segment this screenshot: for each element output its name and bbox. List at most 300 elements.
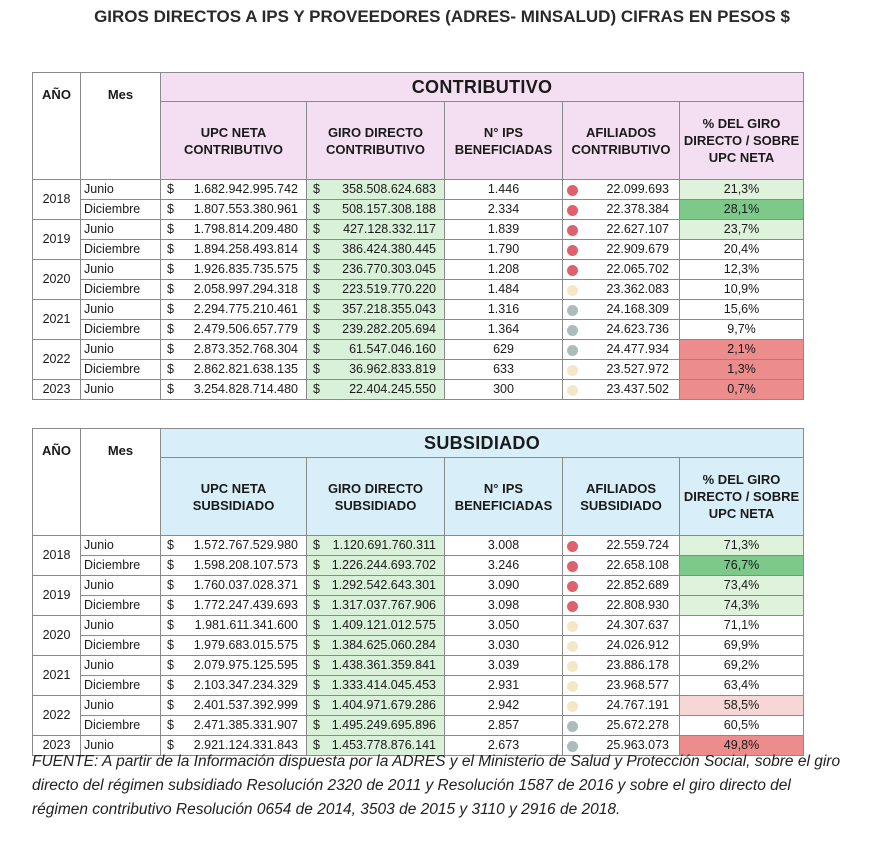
giro-value: 1.495.249.695.896 <box>331 718 436 732</box>
ips-cell: 2.334 <box>445 200 563 220</box>
percent-cell: 21,3% <box>680 180 804 200</box>
giro-value: 386.424.380.445 <box>342 242 436 256</box>
giro-value: 427.128.332.117 <box>343 222 436 236</box>
table-row <box>33 200 804 220</box>
giro-value: 1.404.971.679.286 <box>331 698 436 712</box>
giro-cell <box>307 696 445 716</box>
upc-cell <box>161 696 307 716</box>
percent-cell: 73,4% <box>680 576 804 596</box>
currency-symbol: $ <box>313 202 320 216</box>
giro-value: 223.519.770.220 <box>342 282 436 296</box>
ips-cell: 629 <box>445 340 563 360</box>
upc-cell <box>161 676 307 696</box>
ips-cell: 2.931 <box>445 676 563 696</box>
ips-cell: 2.857 <box>445 716 563 736</box>
red-indicator-icon <box>567 245 578 256</box>
afiliados-value: 25.963.073 <box>606 738 669 752</box>
currency-symbol: $ <box>313 342 320 356</box>
upc-value: 2.103.347.234.329 <box>193 678 298 692</box>
upc-value: 2.401.537.392.999 <box>193 698 298 712</box>
afiliados-cell <box>563 676 680 696</box>
month-cell: Junio <box>81 340 161 360</box>
giro-value: 36.962.833.819 <box>349 362 436 376</box>
upc-cell <box>161 280 307 300</box>
giro-value: 357.218.355.043 <box>342 302 436 316</box>
red-indicator-icon <box>567 265 578 276</box>
afiliados-value: 22.852.689 <box>606 578 669 592</box>
ips-cell: 3.098 <box>445 596 563 616</box>
percent-cell: 74,3% <box>680 596 804 616</box>
giro-cell <box>307 576 445 596</box>
afiliados-value: 22.065.702 <box>606 262 669 276</box>
afiliados-cell <box>563 240 680 260</box>
percent-cell: 69,9% <box>680 636 804 656</box>
gray-indicator-icon <box>567 345 578 356</box>
currency-symbol: $ <box>167 242 174 256</box>
upc-cell <box>161 360 307 380</box>
month-cell: Junio <box>81 300 161 320</box>
percent-cell: 63,4% <box>680 676 804 696</box>
afiliados-cell <box>563 360 680 380</box>
table-row <box>33 240 804 260</box>
afiliados-value: 24.168.309 <box>606 302 669 316</box>
month-header: Mes <box>81 73 161 180</box>
month-cell: Diciembre <box>81 636 161 656</box>
currency-symbol: $ <box>167 302 174 316</box>
percent-cell: 69,2% <box>680 656 804 676</box>
afiliados-cell <box>563 300 680 320</box>
afiliados-cell <box>563 656 680 676</box>
upc-value: 2.862.821.638.135 <box>193 362 298 376</box>
percent-cell: 23,7% <box>680 220 804 240</box>
currency-symbol: $ <box>167 578 174 592</box>
upc-value: 1.572.767.529.980 <box>193 538 298 552</box>
currency-symbol: $ <box>167 222 174 236</box>
month-cell: Junio <box>81 576 161 596</box>
upc-value: 1.981.611.341.600 <box>194 618 298 632</box>
month-cell: Junio <box>81 696 161 716</box>
afiliados-value: 23.968.577 <box>606 678 669 692</box>
ips-cell: 3.090 <box>445 576 563 596</box>
giro-cell <box>307 300 445 320</box>
currency-symbol: $ <box>167 598 174 612</box>
contributivo-band: CONTRIBUTIVO <box>161 73 804 102</box>
month-cell: Junio <box>81 736 161 756</box>
currency-symbol: $ <box>167 678 174 692</box>
upc-cell <box>161 300 307 320</box>
currency-symbol: $ <box>167 538 174 552</box>
afiliados-value: 22.378.384 <box>606 202 669 216</box>
percent-cell: 2,1% <box>680 340 804 360</box>
table-row <box>33 656 804 676</box>
giro-value: 22.404.245.550 <box>349 382 436 396</box>
upc-cell <box>161 340 307 360</box>
red-indicator-icon <box>567 205 578 216</box>
month-cell: Diciembre <box>81 320 161 340</box>
ips-cell: 300 <box>445 380 563 400</box>
currency-symbol: $ <box>167 698 174 712</box>
gray-indicator-icon <box>567 721 578 732</box>
giro-cell <box>307 320 445 340</box>
table-row <box>33 596 804 616</box>
upc-value: 2.079.975.125.595 <box>193 658 298 672</box>
afiliados-cell <box>563 280 680 300</box>
currency-symbol: $ <box>313 698 320 712</box>
ips-cell: 3.050 <box>445 616 563 636</box>
ips-cell: 1.484 <box>445 280 563 300</box>
afiliados-value: 22.099.693 <box>606 182 669 196</box>
year-cell: 2023 <box>33 380 81 400</box>
table-row <box>33 616 804 636</box>
afiliados-header: AFILIADOS CONTRIBUTIVO <box>563 102 680 180</box>
year-cell: 2018 <box>33 536 81 576</box>
upc-cell <box>161 576 307 596</box>
giro-cell <box>307 380 445 400</box>
percent-cell: 12,3% <box>680 260 804 280</box>
afiliados-cell <box>563 556 680 576</box>
upc-value: 1.798.814.209.480 <box>193 222 298 236</box>
giro-value: 1.226.244.693.702 <box>331 558 436 572</box>
afiliados-cell <box>563 320 680 340</box>
giro-value: 1.120.691.760.311 <box>332 538 436 552</box>
month-cell: Junio <box>81 656 161 676</box>
year-cell: 2018 <box>33 180 81 220</box>
month-cell: Junio <box>81 180 161 200</box>
ips-cell: 1.446 <box>445 180 563 200</box>
giro-cell <box>307 676 445 696</box>
giro-header: GIRO DIRECTO CONTRIBUTIVO <box>307 102 445 180</box>
afiliados-value: 24.623.736 <box>606 322 669 336</box>
afiliados-cell <box>563 200 680 220</box>
yellow-indicator-icon <box>567 621 578 632</box>
giro-cell <box>307 360 445 380</box>
table-row <box>33 696 804 716</box>
month-cell: Junio <box>81 380 161 400</box>
giro-value: 358.508.624.683 <box>342 182 436 196</box>
currency-symbol: $ <box>167 382 174 396</box>
upc-cell <box>161 180 307 200</box>
giro-value: 239.282.205.694 <box>342 322 436 336</box>
currency-symbol: $ <box>167 202 174 216</box>
month-cell: Diciembre <box>81 200 161 220</box>
upc-cell <box>161 220 307 240</box>
giro-cell <box>307 656 445 676</box>
afiliados-cell <box>563 716 680 736</box>
currency-symbol: $ <box>313 658 320 672</box>
giro-value: 61.547.046.160 <box>349 342 436 356</box>
currency-symbol: $ <box>167 718 174 732</box>
subsidiado-table <box>32 428 804 756</box>
upc-value: 2.479.506.657.779 <box>193 322 298 336</box>
upc-cell <box>161 556 307 576</box>
red-indicator-icon <box>567 561 578 572</box>
ips-cell: 1.316 <box>445 300 563 320</box>
red-indicator-icon <box>567 581 578 592</box>
yellow-indicator-icon <box>567 641 578 652</box>
year-header: AÑO <box>33 429 81 536</box>
upc-value: 3.254.828.714.480 <box>193 382 298 396</box>
percent-cell: 28,1% <box>680 200 804 220</box>
currency-symbol: $ <box>313 638 320 652</box>
year-cell: 2019 <box>33 576 81 616</box>
afiliados-value: 24.307.637 <box>606 618 669 632</box>
afiliados-value: 22.658.108 <box>606 558 669 572</box>
yellow-indicator-icon <box>567 285 578 296</box>
giro-cell <box>307 536 445 556</box>
currency-symbol: $ <box>313 362 320 376</box>
percent-cell: 71,3% <box>680 536 804 556</box>
upc-value: 1.926.835.735.575 <box>193 262 298 276</box>
table-row <box>33 320 804 340</box>
currency-symbol: $ <box>313 242 320 256</box>
table-row <box>33 340 804 360</box>
yellow-indicator-icon <box>567 365 578 376</box>
afiliados-value: 22.808.930 <box>606 598 669 612</box>
year-cell: 2020 <box>33 616 81 656</box>
currency-symbol: $ <box>313 678 320 692</box>
year-cell: 2022 <box>33 340 81 380</box>
afiliados-cell <box>563 180 680 200</box>
giro-cell <box>307 340 445 360</box>
percent-cell: 15,6% <box>680 300 804 320</box>
afiliados-cell <box>563 636 680 656</box>
afiliados-cell <box>563 576 680 596</box>
afiliados-value: 24.026.912 <box>606 638 669 652</box>
year-cell: 2019 <box>33 220 81 260</box>
upc-value: 1.760.037.028.371 <box>193 578 298 592</box>
afiliados-cell <box>563 536 680 556</box>
table-row <box>33 576 804 596</box>
currency-symbol: $ <box>313 302 320 316</box>
giro-header: GIRO DIRECTO SUBSIDIADO <box>307 458 445 536</box>
upc-value: 1.979.683.015.575 <box>193 638 298 652</box>
yellow-indicator-icon <box>567 385 578 396</box>
month-cell: Diciembre <box>81 556 161 576</box>
red-indicator-icon <box>567 601 578 612</box>
giro-cell <box>307 280 445 300</box>
currency-symbol: $ <box>167 738 174 752</box>
upc-cell <box>161 636 307 656</box>
upc-cell <box>161 616 307 636</box>
month-cell: Junio <box>81 220 161 240</box>
month-header: Mes <box>81 429 161 536</box>
month-cell: Diciembre <box>81 280 161 300</box>
month-cell: Junio <box>81 616 161 636</box>
subsidiado-band: SUBSIDIADO <box>161 429 804 458</box>
afiliados-value: 23.886.178 <box>606 658 669 672</box>
afiliados-value: 24.767.191 <box>606 698 669 712</box>
percent-cell: 76,7% <box>680 556 804 576</box>
giro-cell <box>307 220 445 240</box>
afiliados-header: AFILIADOS SUBSIDIADO <box>563 458 680 536</box>
yellow-indicator-icon <box>567 661 578 672</box>
afiliados-value: 24.477.934 <box>606 342 669 356</box>
giro-value: 1.453.778.876.141 <box>331 738 436 752</box>
page-title: GIROS DIRECTOS A IPS Y PROVEEDORES (ADRES- MINSALUD) CIFRAS EN PESOS $ <box>94 7 790 26</box>
yellow-indicator-icon <box>567 701 578 712</box>
currency-symbol: $ <box>313 322 320 336</box>
table-row <box>33 280 804 300</box>
year-cell: 2020 <box>33 260 81 300</box>
afiliados-cell <box>563 596 680 616</box>
currency-symbol: $ <box>313 182 320 196</box>
year-cell: 2021 <box>33 656 81 696</box>
giro-value: 1.292.542.643.301 <box>331 578 436 592</box>
giro-value: 236.770.303.045 <box>342 262 436 276</box>
percent-cell: 9,7% <box>680 320 804 340</box>
percent-cell: 60,5% <box>680 716 804 736</box>
giro-value: 1.438.361.359.841 <box>331 658 436 672</box>
giro-value: 1.333.414.045.453 <box>331 678 436 692</box>
ips-header: N° IPS BENEFICIADAS <box>445 102 563 180</box>
gray-indicator-icon <box>567 305 578 316</box>
table-row <box>33 636 804 656</box>
giro-cell <box>307 240 445 260</box>
red-indicator-icon <box>567 225 578 236</box>
table-row <box>33 556 804 576</box>
ips-cell: 2.673 <box>445 736 563 756</box>
giro-cell <box>307 556 445 576</box>
giro-cell <box>307 636 445 656</box>
upc-value: 2.058.997.294.318 <box>193 282 298 296</box>
month-cell: Diciembre <box>81 716 161 736</box>
table-row <box>33 220 804 240</box>
percent-cell: 71,1% <box>680 616 804 636</box>
afiliados-cell <box>563 696 680 716</box>
giro-value: 508.157.308.188 <box>342 202 436 216</box>
afiliados-value: 22.559.724 <box>606 538 669 552</box>
ips-cell: 1.364 <box>445 320 563 340</box>
currency-symbol: $ <box>167 182 174 196</box>
afiliados-cell <box>563 380 680 400</box>
year-cell: 2022 <box>33 696 81 736</box>
upc-cell <box>161 656 307 676</box>
upc-cell <box>161 200 307 220</box>
ips-cell: 633 <box>445 360 563 380</box>
percent-cell: 1,3% <box>680 360 804 380</box>
upc-value: 1.894.258.493.814 <box>193 242 298 256</box>
upc-cell <box>161 240 307 260</box>
upc-value: 2.471.385.331.907 <box>193 718 298 732</box>
upc-value: 2.873.352.768.304 <box>193 342 298 356</box>
giro-value: 1.384.625.060.284 <box>331 638 436 652</box>
currency-symbol: $ <box>313 738 320 752</box>
giro-cell <box>307 616 445 636</box>
upc-value: 1.772.247.439.693 <box>193 598 298 612</box>
upc-value: 2.921.124.331.843 <box>193 738 298 752</box>
currency-symbol: $ <box>167 322 174 336</box>
table-row <box>33 536 804 556</box>
year-header: AÑO <box>33 73 81 180</box>
month-cell: Diciembre <box>81 360 161 380</box>
percent-cell: 58,5% <box>680 696 804 716</box>
currency-symbol: $ <box>167 638 174 652</box>
afiliados-cell <box>563 220 680 240</box>
table-row <box>33 360 804 380</box>
currency-symbol: $ <box>167 282 174 296</box>
upc-cell <box>161 320 307 340</box>
gray-indicator-icon <box>567 325 578 336</box>
currency-symbol: $ <box>313 262 320 276</box>
month-cell: Junio <box>81 536 161 556</box>
giro-cell <box>307 180 445 200</box>
upc-cell <box>161 380 307 400</box>
table-row <box>33 260 804 280</box>
currency-symbol: $ <box>313 538 320 552</box>
afiliados-value: 22.627.107 <box>606 222 669 236</box>
currency-symbol: $ <box>167 262 174 276</box>
percent-header: % DEL GIRO DIRECTO / SOBRE UPC NETA <box>680 102 804 180</box>
month-cell: Diciembre <box>81 676 161 696</box>
contributivo-table <box>32 72 804 400</box>
giro-cell <box>307 596 445 616</box>
ips-cell: 3.008 <box>445 536 563 556</box>
upc-header: UPC NETA CONTRIBUTIVO <box>161 102 307 180</box>
percent-cell: 20,4% <box>680 240 804 260</box>
ips-cell: 3.030 <box>445 636 563 656</box>
currency-symbol: $ <box>313 618 320 632</box>
ips-cell: 1.790 <box>445 240 563 260</box>
source-note: FUENTE: A partir de la Información dispuesta por la ADRES y el Ministerio de Salud y Protección Social, sobre el giro directo del régimen subsidiado Resolución 2320 de 2011 y Resolución 1587 de 2016 y sobre el giro directo del régimen contributivo Resolución 0654 de 2014, 3503 de 2015 y 3110 y 2916 de 2018. <box>32 753 841 818</box>
percent-header: % DEL GIRO DIRECTO / SOBRE UPC NETA <box>680 458 804 536</box>
currency-symbol: $ <box>313 598 320 612</box>
ips-cell: 3.246 <box>445 556 563 576</box>
giro-value: 1.409.121.012.575 <box>331 618 436 632</box>
currency-symbol: $ <box>167 362 174 376</box>
month-cell: Diciembre <box>81 240 161 260</box>
currency-symbol: $ <box>167 342 174 356</box>
table-row <box>33 180 804 200</box>
afiliados-value: 25.672.278 <box>606 718 669 732</box>
month-cell: Diciembre <box>81 596 161 616</box>
afiliados-value: 22.909.679 <box>606 242 669 256</box>
table-row <box>33 380 804 400</box>
table-row <box>33 676 804 696</box>
ips-cell: 1.208 <box>445 260 563 280</box>
upc-cell <box>161 260 307 280</box>
percent-cell: 49,8% <box>680 736 804 756</box>
afiliados-value: 23.527.972 <box>606 362 669 376</box>
upc-cell <box>161 716 307 736</box>
ips-header: N° IPS BENEFICIADAS <box>445 458 563 536</box>
table-row <box>33 716 804 736</box>
currency-symbol: $ <box>313 382 320 396</box>
percent-cell: 10,9% <box>680 280 804 300</box>
afiliados-cell <box>563 340 680 360</box>
percent-cell: 0,7% <box>680 380 804 400</box>
giro-value: 1.317.037.767.906 <box>331 598 436 612</box>
upc-value: 1.682.942.995.742 <box>193 182 298 196</box>
currency-symbol: $ <box>167 658 174 672</box>
upc-header: UPC NETA SUBSIDIADO <box>161 458 307 536</box>
currency-symbol: $ <box>313 578 320 592</box>
afiliados-cell <box>563 260 680 280</box>
upc-value: 1.598.208.107.573 <box>193 558 298 572</box>
upc-value: 2.294.775.210.461 <box>193 302 298 316</box>
afiliados-value: 23.437.502 <box>606 382 669 396</box>
upc-value: 1.807.553.380.961 <box>193 202 298 216</box>
ips-cell: 2.942 <box>445 696 563 716</box>
month-cell: Junio <box>81 260 161 280</box>
red-indicator-icon <box>567 541 578 552</box>
giro-cell <box>307 716 445 736</box>
currency-symbol: $ <box>313 718 320 732</box>
yellow-indicator-icon <box>567 681 578 692</box>
giro-cell <box>307 260 445 280</box>
currency-symbol: $ <box>167 558 174 572</box>
giro-cell <box>307 200 445 220</box>
currency-symbol: $ <box>313 222 320 236</box>
